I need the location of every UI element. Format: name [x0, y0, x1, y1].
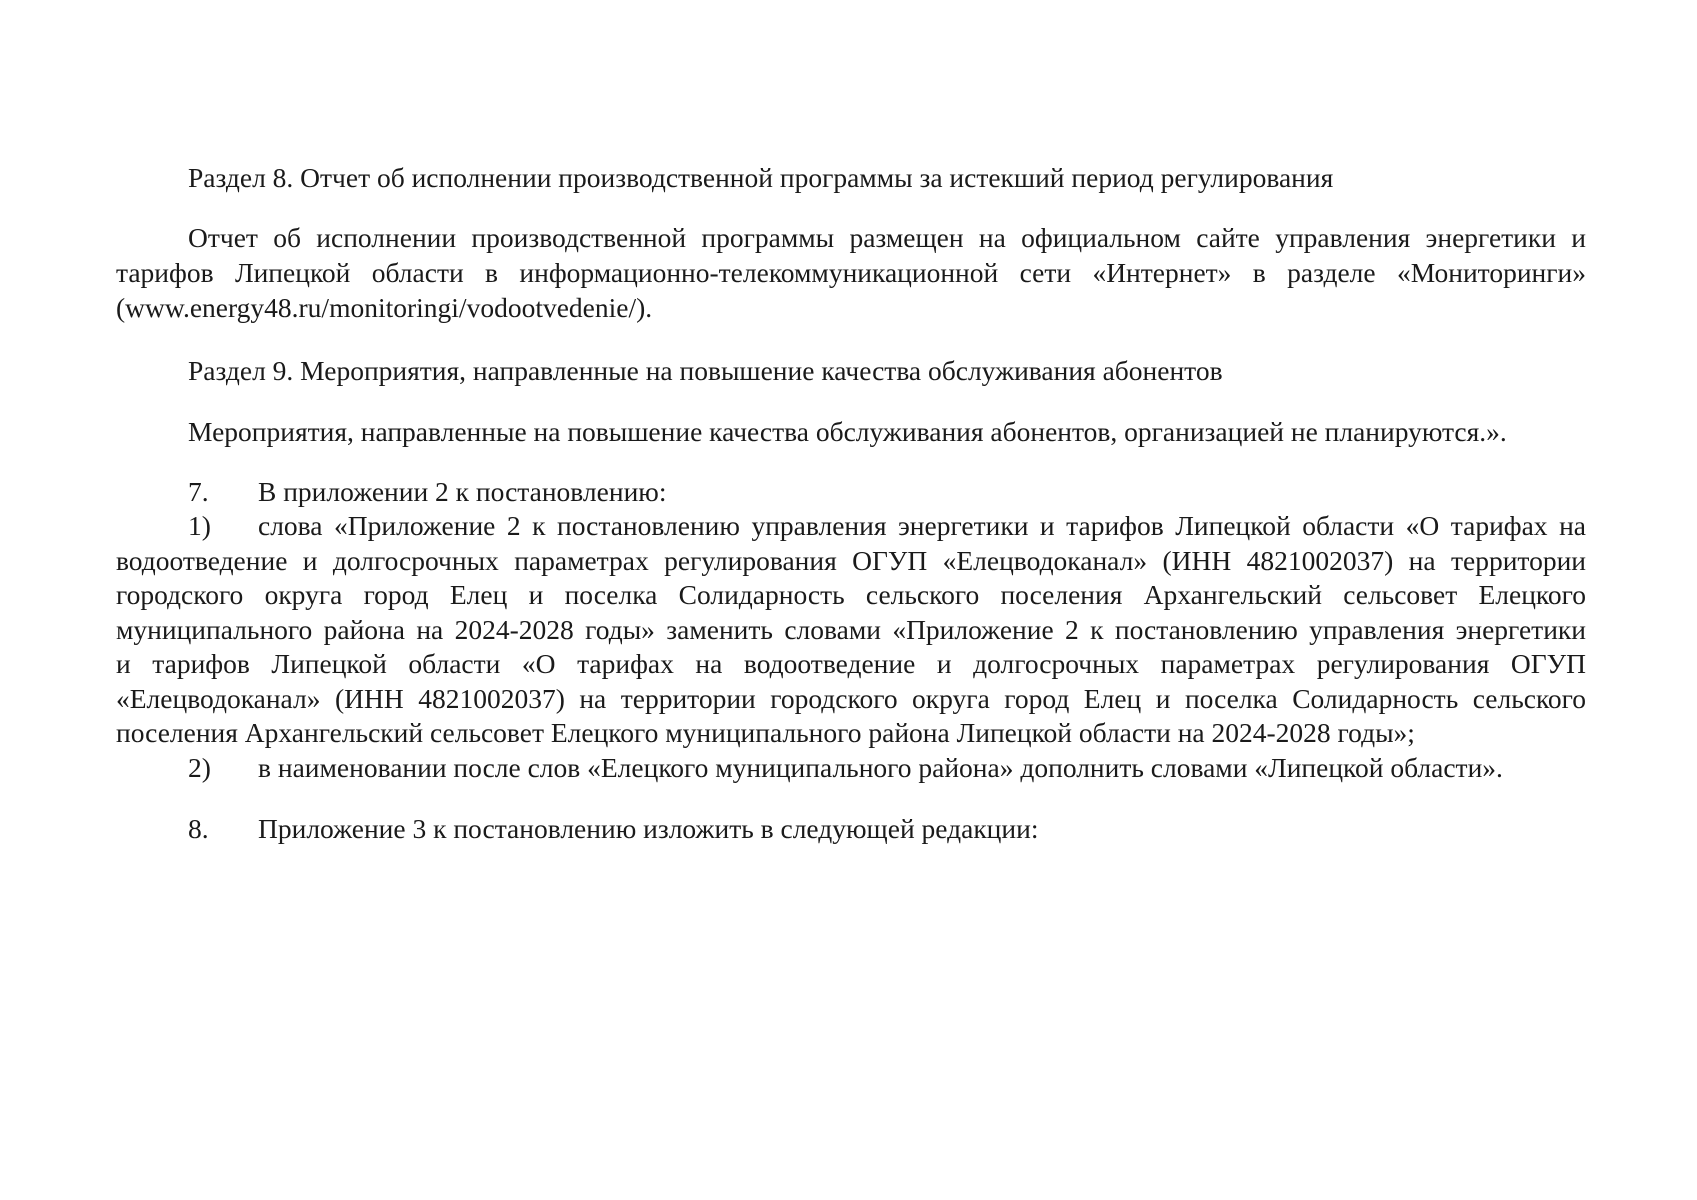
section-8-paragraph-line-3: (www.energy48.ru/monitoringi/vodootvedenie/). — [116, 292, 653, 323]
item-8-text: Приложение 3 к постановлению изложить в следующей редакции: — [258, 813, 1039, 844]
item-7-sub-1-first-line: слова «Приложение 2 к постановлению управления энергетики и тарифов Липецкой области «О тарифах на — [258, 510, 1586, 541]
item-7-sub-1-line-6: «Елецводоканал» (ИНН 4821002037) на территории городского округа город Елец и поселка Солидарность сельского — [116, 683, 1586, 714]
item-7-sub-1-line-4: муниципального района на 2024-2028 годы» заменить словами «Приложение 2 к постановлению управления энергетики — [116, 614, 1586, 645]
section-8-paragraph-line-1: Отчет об исполнении производственной программы размещен на официальном сайте управления энергетики и — [188, 222, 1586, 253]
section-9-paragraph: Мероприятия, направленные на повышение качества обслуживания абонентов, организацией не планируются.». — [188, 416, 1507, 447]
section-9-heading: Раздел 9. Мероприятия, направленные на повышение качества обслуживания абонентов — [188, 355, 1223, 386]
item-7-sub-1-line-5: и тарифов Липецкой области «О тарифах на водоотведение и долгосрочных параметрах регулирования ОГУП — [116, 648, 1586, 679]
item-7 — [116, 474, 1586, 510]
item-7-sub-2-text: в наименовании после слов «Елецкого муниципального района» дополнить словами «Липецкой области». — [258, 752, 1503, 783]
item-7-text: В приложении 2 к постановлению: — [258, 476, 667, 507]
item-8 — [116, 811, 1586, 847]
item-8-number: 8. — [188, 813, 209, 844]
item-7-sub-1-line-2: водоотведение и долгосрочных параметрах регулирования ОГУП «Елецводоканал» (ИНН 4821002037) на территории — [116, 545, 1586, 576]
item-7-sub-2 — [116, 750, 1586, 786]
section-8-paragraph-line-2: тарифов Липецкой области в информационно-телекоммуникационной сети «Интернет» в разделе «Мониторинги» — [116, 257, 1586, 288]
item-7-sub-1 — [116, 508, 1586, 544]
document-page — [116, 0, 1586, 1200]
item-7-number: 7. — [188, 476, 209, 507]
item-7-sub-1-line-3: городского округа город Елец и поселка Солидарность сельского поселения Архангельский сельсовет Елецкого — [116, 579, 1586, 610]
item-7-sub-1-line-7: поселения Архангельский сельсовет Елецкого муниципального района Липецкой области на 2024-2028 годы»; — [116, 717, 1415, 748]
item-7-sub-1-number: 1) — [188, 510, 211, 541]
item-7-sub-2-number: 2) — [188, 752, 211, 783]
section-8-heading: Раздел 8. Отчет об исполнении производственной программы за истекший период регулирования — [188, 162, 1334, 193]
